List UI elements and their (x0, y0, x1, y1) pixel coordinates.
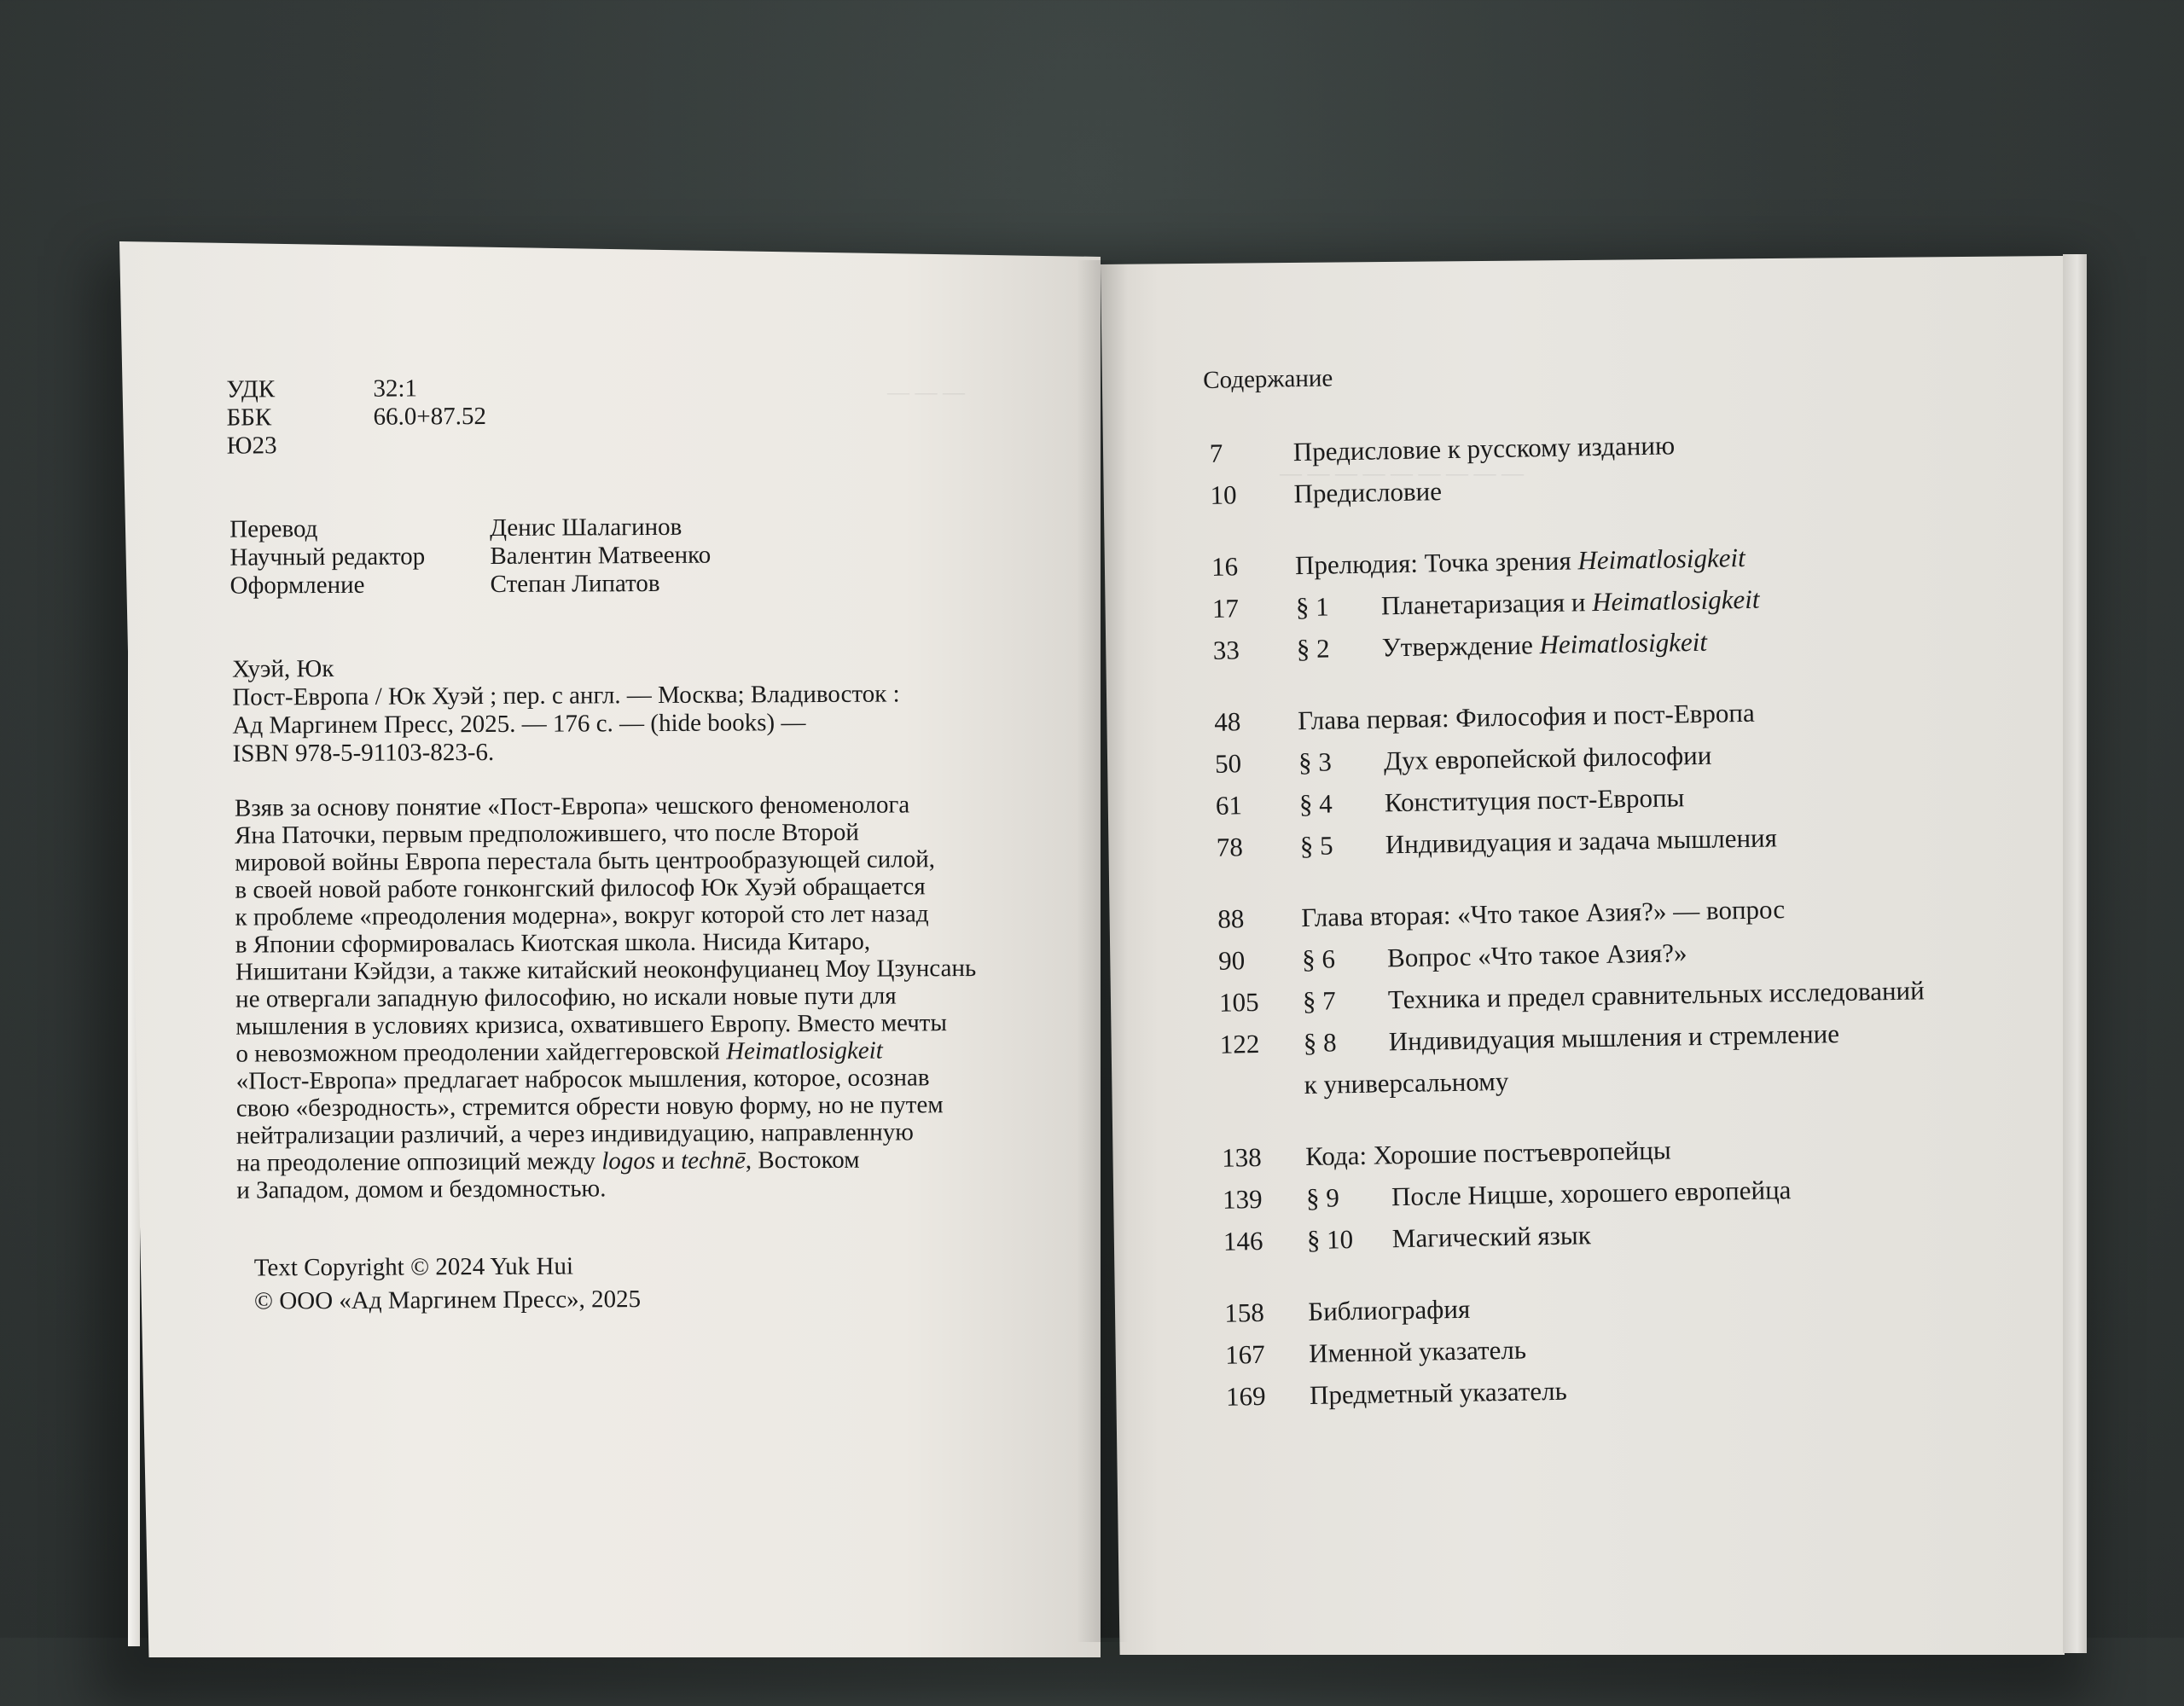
toc-entry-text: Именной указатель (1308, 1334, 1527, 1369)
abstract-text: , Востоком (745, 1146, 860, 1175)
toc-section-mark: § 8 (1303, 1027, 1337, 1059)
toc-entry-text: Индивидуация и задача мышления (1385, 822, 1778, 860)
toc-page-number: 50 (1214, 748, 1242, 779)
bib-line: Пост-Европа / Юк Хуэй ; пер. с англ. — Москва; Владивосток : (232, 680, 900, 711)
toc-section-mark: § 5 (1299, 830, 1333, 862)
bbk-label: ББК (226, 403, 272, 432)
toc-page-number: 88 (1217, 903, 1245, 934)
toc-title: Содержание (1203, 364, 1333, 394)
udk-label: УДК (226, 375, 276, 403)
abstract-line: нейтрализации различий, а через индивидуацию, направленную (235, 1118, 914, 1150)
abstract-line (235, 1037, 883, 1068)
toc-entry-text: Глава первая: Философия и пост-Европа (1297, 697, 1756, 736)
abstract-text: о невозможном преодолении хайдеггеровской (235, 1037, 727, 1068)
toc-section-mark: § 2 (1296, 633, 1330, 664)
abstract-line: не отвергали западную философию, но искали новые пути для (235, 982, 897, 1013)
udk-value: 32:1 (373, 374, 418, 403)
abstract-line: свою «безродность», стремится обрести новую форму, но не путем (235, 1091, 944, 1123)
toc-section-mark: § 3 (1298, 746, 1333, 778)
abstract-italic-term: Heimatlosigkeit (726, 1036, 883, 1065)
toc-page-number: 169 (1225, 1380, 1266, 1412)
toc-section-mark: § 7 (1302, 985, 1337, 1017)
toc-entry-title (1293, 477, 1442, 508)
toc-page-number: 78 (1216, 832, 1244, 862)
toc-page-number: 10 (1210, 479, 1237, 510)
toc-entry-italic: Heimatlosigkeit (1539, 626, 1708, 660)
toc-page-number: 48 (1213, 706, 1241, 737)
toc-section-mark: § 4 (1298, 788, 1333, 820)
toc-entry-title (1392, 1221, 1591, 1253)
bib-line: Ад Маргинем Пресс, 2025. — 176 с. — (hide books) — (232, 709, 806, 740)
toc-entry-title (1387, 938, 1687, 972)
toc-entry-title (1304, 1067, 1508, 1100)
toc-entry-text: Индивидуация мышления и стремление (1388, 1018, 1840, 1057)
copyright-line: Text Copyright © 2024 Yuk Hui (253, 1252, 574, 1282)
bleed-through: — — — — — — — — — (1280, 461, 1524, 485)
toc-section-mark: § 9 (1305, 1182, 1340, 1214)
abstract-line: в Японии сформировалась Киотская школа. Нисида Китаро, (235, 927, 871, 959)
abstract-italic-term: logos (601, 1146, 656, 1175)
abstract-line: Нишитани Кэйдзи, а также китайский неоконфуцианец Моу Цзунсань (235, 955, 977, 986)
toc-entry-text: После Ницше, хорошего европейца (1391, 1175, 1792, 1212)
abstract-text: на преодоление оппозиций между (236, 1147, 602, 1177)
abstract-line: Яна Паточки, первым предположившего, что после Второй (235, 818, 859, 850)
credit-role: Научный редактор (229, 543, 426, 572)
toc-entry-text: Предметный указатель (1309, 1375, 1567, 1410)
toc-entry-text: Предисловие (1293, 476, 1443, 509)
credit-name: Валентин Матвеенко (490, 541, 712, 571)
toc-entry-text: Утверждение (1381, 630, 1540, 663)
toc-page-number: 158 (1224, 1297, 1265, 1328)
isbn: ISBN 978-5-91103-823-6. (232, 738, 495, 768)
abstract-line: мировой войны Европа перестала быть центрообразующей силой, (235, 845, 935, 877)
abstract-line: и Западом, домом и бездомностью. (236, 1175, 607, 1204)
toc-entry-text: к универсальному (1304, 1065, 1509, 1100)
toc-page-number: 146 (1223, 1225, 1263, 1256)
toc-entry-text: Предисловие к русскому изданию (1292, 430, 1676, 467)
toc-entry-text: Библиография (1308, 1293, 1471, 1327)
toc-entry-title (1385, 783, 1685, 817)
author-mark: Ю23 (226, 432, 277, 460)
abstract-line (236, 1146, 860, 1177)
toc-section-mark: § 1 (1295, 591, 1329, 623)
abstract-line: к проблеме «преодоления модерна», вокруг которой сто лет назад (235, 900, 929, 931)
right-page-edge (2063, 254, 2087, 1653)
toc-entry-text: Кода: Хорошие постъевропейцы (1304, 1134, 1671, 1172)
abstract-italic-term: technē (681, 1146, 746, 1175)
toc-page-number: 90 (1217, 945, 1246, 976)
toc-entry-title (1381, 628, 1707, 663)
toc-entry-title (1308, 1295, 1470, 1326)
abstract-text: и (655, 1146, 682, 1175)
toc-entry-text: Вопрос «Что такое Азия?» (1386, 937, 1687, 973)
toc-entry-title (1310, 1377, 1567, 1410)
copyright-line: © ООО «Ад Маргинем Пресс», 2025 (253, 1285, 642, 1315)
bbk-value: 66.0+87.52 (373, 403, 487, 431)
toc-page-number: 17 (1211, 593, 1240, 624)
toc-page-number: 122 (1219, 1028, 1260, 1059)
toc-entry-title (1309, 1336, 1526, 1368)
toc-page-number: 167 (1224, 1338, 1266, 1370)
toc-section-mark: § 6 (1301, 943, 1336, 975)
bib-line: Хуэй, Юк (232, 654, 334, 683)
toc-section-mark: § 10 (1306, 1224, 1354, 1256)
toc-entry-text: Прелюдия: Точка зрения (1294, 545, 1578, 581)
credit-name: Степан Липатов (490, 569, 660, 599)
abstract-line: в своей новой работе гонконгский философ Юк Хуэй обращается (235, 873, 926, 904)
abstract-line: Взяв за основу понятие «Пост-Европа» чешского феноменолога (234, 791, 910, 822)
toc-page-number: 61 (1215, 790, 1243, 821)
toc-entry-title (1384, 741, 1712, 776)
toc-entry-text: Дух европейской философии (1383, 740, 1712, 776)
toc-page-number: 139 (1222, 1183, 1263, 1215)
toc-page-number: 33 (1212, 635, 1240, 665)
toc-entry-italic: Heimatlosigkeit (1591, 583, 1760, 618)
toc-entry-text: Конституция пост-Европы (1384, 782, 1685, 818)
toc-entry-text: Глава вторая: «Что такое Азия?» — вопрос (1300, 894, 1786, 933)
book-gutter (1077, 260, 1128, 1642)
toc-page-number: 16 (1211, 551, 1239, 582)
toc-entry-text: Планетаризация и (1380, 587, 1593, 621)
credit-role: Перевод (229, 515, 318, 543)
toc-page-number: 105 (1218, 986, 1259, 1018)
toc-page-number: 7 (1209, 438, 1223, 468)
credit-role: Оформление (229, 571, 365, 600)
credit-name: Денис Шалагинов (490, 513, 682, 543)
abstract-line: мышления в условиях кризиса, охватившего Европу. Вместо мечты (235, 1009, 947, 1041)
bleed-through: — — — (887, 380, 965, 404)
toc-entry-text: Техника и предел сравнительных исследований (1387, 975, 1925, 1015)
abstract-line: «Пост-Европа» предлагает набросок мышления, которое, осознав (235, 1064, 930, 1095)
toc-entry-text: Магический язык (1391, 1220, 1592, 1254)
toc-entry-italic: Heimatlosigkeit (1577, 542, 1745, 576)
toc-page-number: 138 (1221, 1141, 1262, 1173)
